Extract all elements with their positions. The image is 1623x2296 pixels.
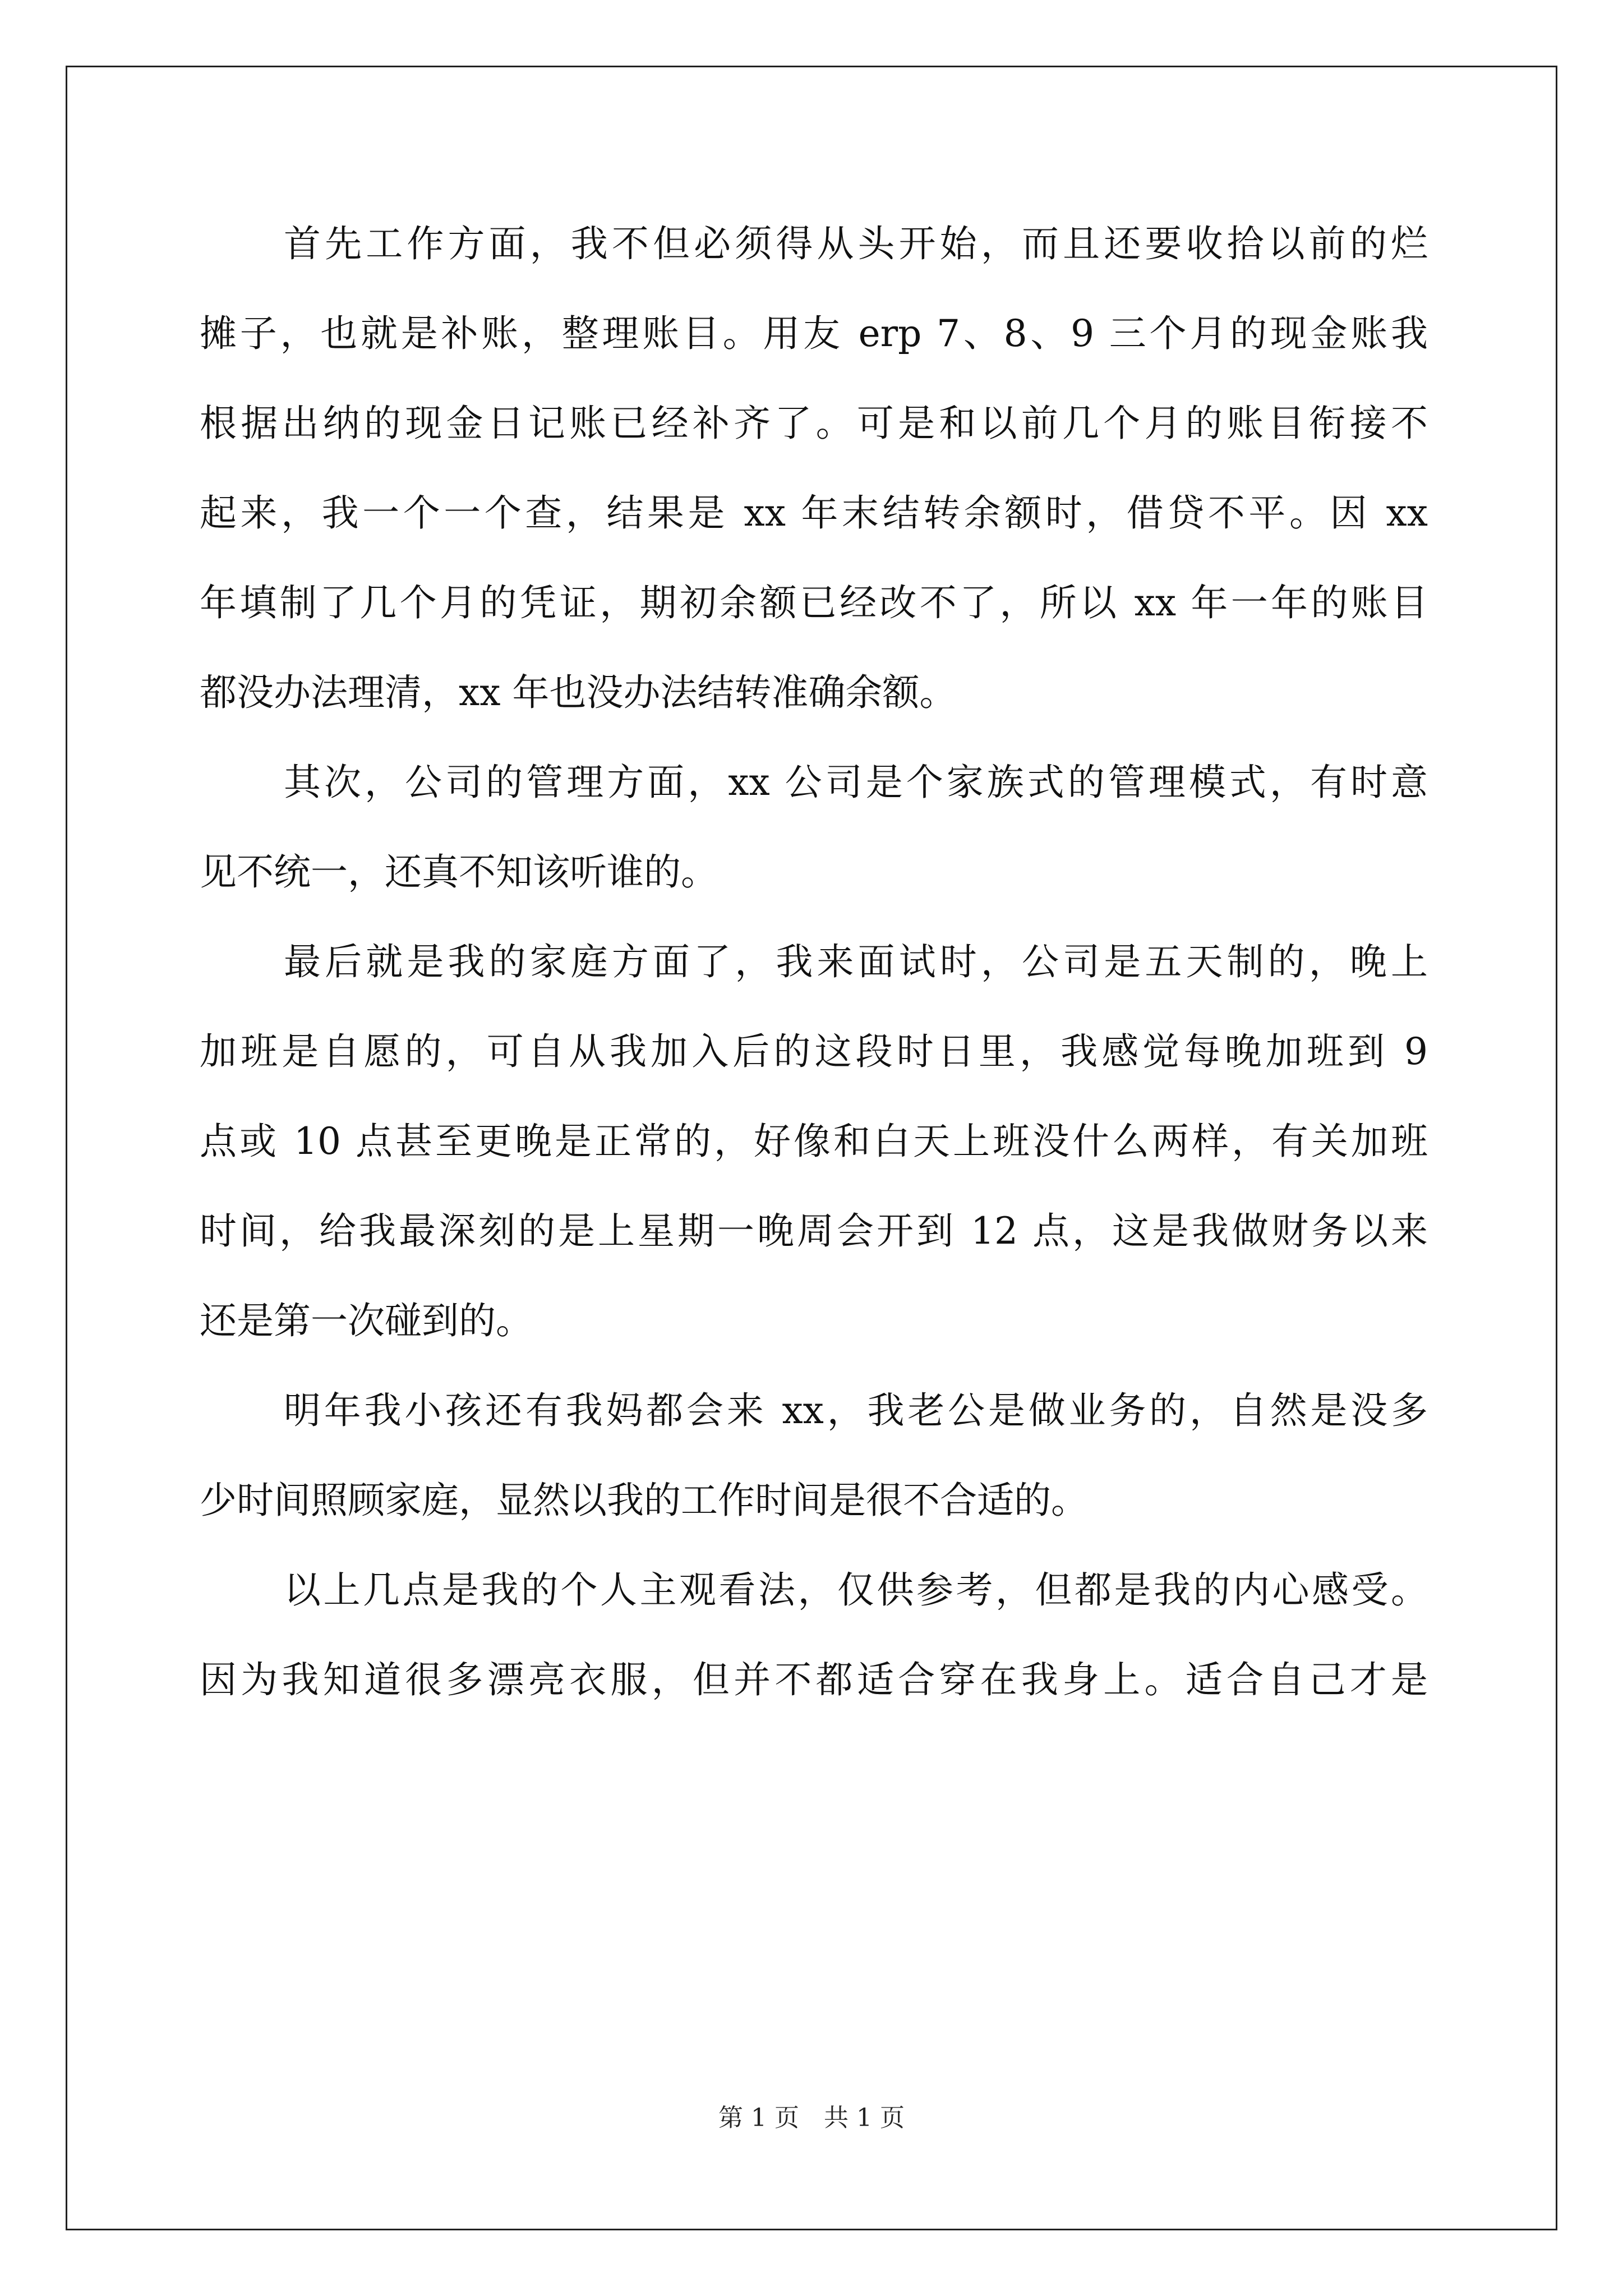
paragraph-line: 最后就是我的家庭方面了，我来面试时，公司是五天制的，晚上 (284, 940, 1428, 983)
paragraph-line: 时间，给我最深刻的是上星期一晚周会开到 12 点，这是我做财务以来 (200, 1209, 1428, 1253)
paragraph-line: 明年我小孩还有我妈都会来 xx，我老公是做业务的，自然是没多 (284, 1389, 1428, 1432)
paragraph-line: 起来，我一个一个查，结果是 xx 年末结转余额时，借贷不平。因 xx (200, 491, 1428, 535)
page-footer (0, 2101, 1623, 2135)
paragraph-line: 以上几点是我的个人主观看法，仅供参考，但都是我的内心感受。 (284, 1568, 1428, 1612)
paragraph-line: 根据出纳的现金日记账已经补齐了。可是和以前几个月的账目衔接不 (200, 402, 1428, 445)
paragraph-line: 都没办法理清，xx 年也没办法结转准确余额。 (200, 671, 957, 714)
paragraph-line: 年填制了几个月的凭证，期初余额已经改不了，所以 xx 年一年的账目 (200, 581, 1428, 624)
paragraph-line: 其次，公司的管理方面，xx 公司是个家族式的管理模式，有时意 (284, 761, 1428, 804)
paragraph-line: 少时间照顾家庭，显然以我的工作时间是很不合适的。 (200, 1479, 1088, 1522)
paragraph-line: 见不统一，还真不知该听谁的。 (200, 850, 718, 894)
paragraph-line: 加班是自愿的，可自从我加入后的这段时日里，我感觉每晚加班到 9 (200, 1030, 1428, 1073)
page-number: 第 1 页 (718, 2104, 799, 2132)
paragraph-line: 摊子，也就是补账，整理账目。用友 erp 7、8、9 三个月的现金账我 (200, 312, 1428, 355)
paragraph-line: 首先工作方面，我不但必须得从头开始，而且还要收拾以前的烂 (284, 222, 1428, 265)
paragraph-line: 点或 10 点甚至更晚是正常的，好像和白天上班没什么两样，有关加班 (200, 1120, 1428, 1163)
paragraph-line: 因为我知道很多漂亮衣服，但并不都适合穿在我身上。适合自己才是 (200, 1658, 1428, 1701)
paragraph-line: 还是第一次碰到的。 (200, 1299, 533, 1342)
page-total: 共 1 页 (824, 2104, 905, 2132)
